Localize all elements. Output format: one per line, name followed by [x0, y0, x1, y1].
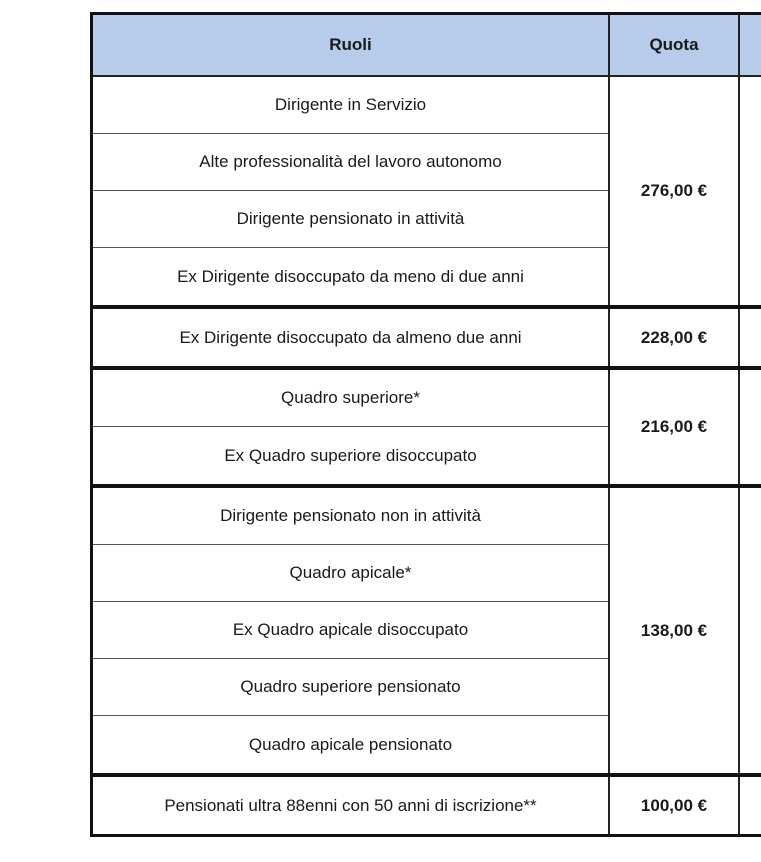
role-item: Ex Quadro superiore disoccupato: [224, 445, 477, 465]
group-roles: [93, 370, 610, 484]
table-group: [93, 77, 761, 309]
group-roles: [93, 777, 610, 834]
table-group: [93, 488, 761, 777]
group-roles: [93, 309, 610, 366]
role-item: Ex Dirigente disoccupato da almeno due anni: [179, 327, 522, 347]
header-quota: Quota: [610, 15, 740, 75]
role-item: Quadro apicale pensionato: [248, 734, 453, 754]
role-item: Alte professionalità del lavoro autonomo: [93, 134, 608, 191]
group-quota: 276,00 €: [610, 77, 740, 305]
role-item: Dirigente in Servizio: [93, 77, 608, 134]
header-roles: Ruoli: [93, 15, 610, 75]
table-group: [93, 777, 761, 834]
role-item: Quadro superiore*: [93, 370, 608, 427]
group-roles: [93, 488, 610, 773]
role-item: Pensionati ultra 88enni con 50 anni di iscrizione**: [164, 795, 537, 815]
header-extra: [740, 15, 761, 75]
group-extra: [740, 488, 761, 773]
group-quota: 100,00 €: [610, 777, 740, 834]
group-extra: [740, 777, 761, 834]
group-extra: [740, 77, 761, 305]
role-item: Ex Dirigente disoccupato da meno di due anni: [177, 266, 524, 286]
group-roles: [93, 77, 610, 305]
table-group: [93, 309, 761, 370]
role-item: Dirigente pensionato in attività: [93, 191, 608, 248]
group-quota: 138,00 €: [610, 488, 740, 773]
role-item: Quadro superiore pensionato: [93, 659, 608, 716]
role-item: Ex Quadro apicale disoccupato: [93, 602, 608, 659]
group-extra: [740, 309, 761, 366]
role-item: Dirigente pensionato non in attività: [93, 488, 608, 545]
table-group: [93, 370, 761, 488]
group-extra: [740, 370, 761, 484]
role-item: Quadro apicale*: [93, 545, 608, 602]
table-header: [93, 15, 761, 77]
fee-table: [90, 12, 761, 837]
group-quota: 228,00 €: [610, 309, 740, 366]
group-quota: 216,00 €: [610, 370, 740, 484]
